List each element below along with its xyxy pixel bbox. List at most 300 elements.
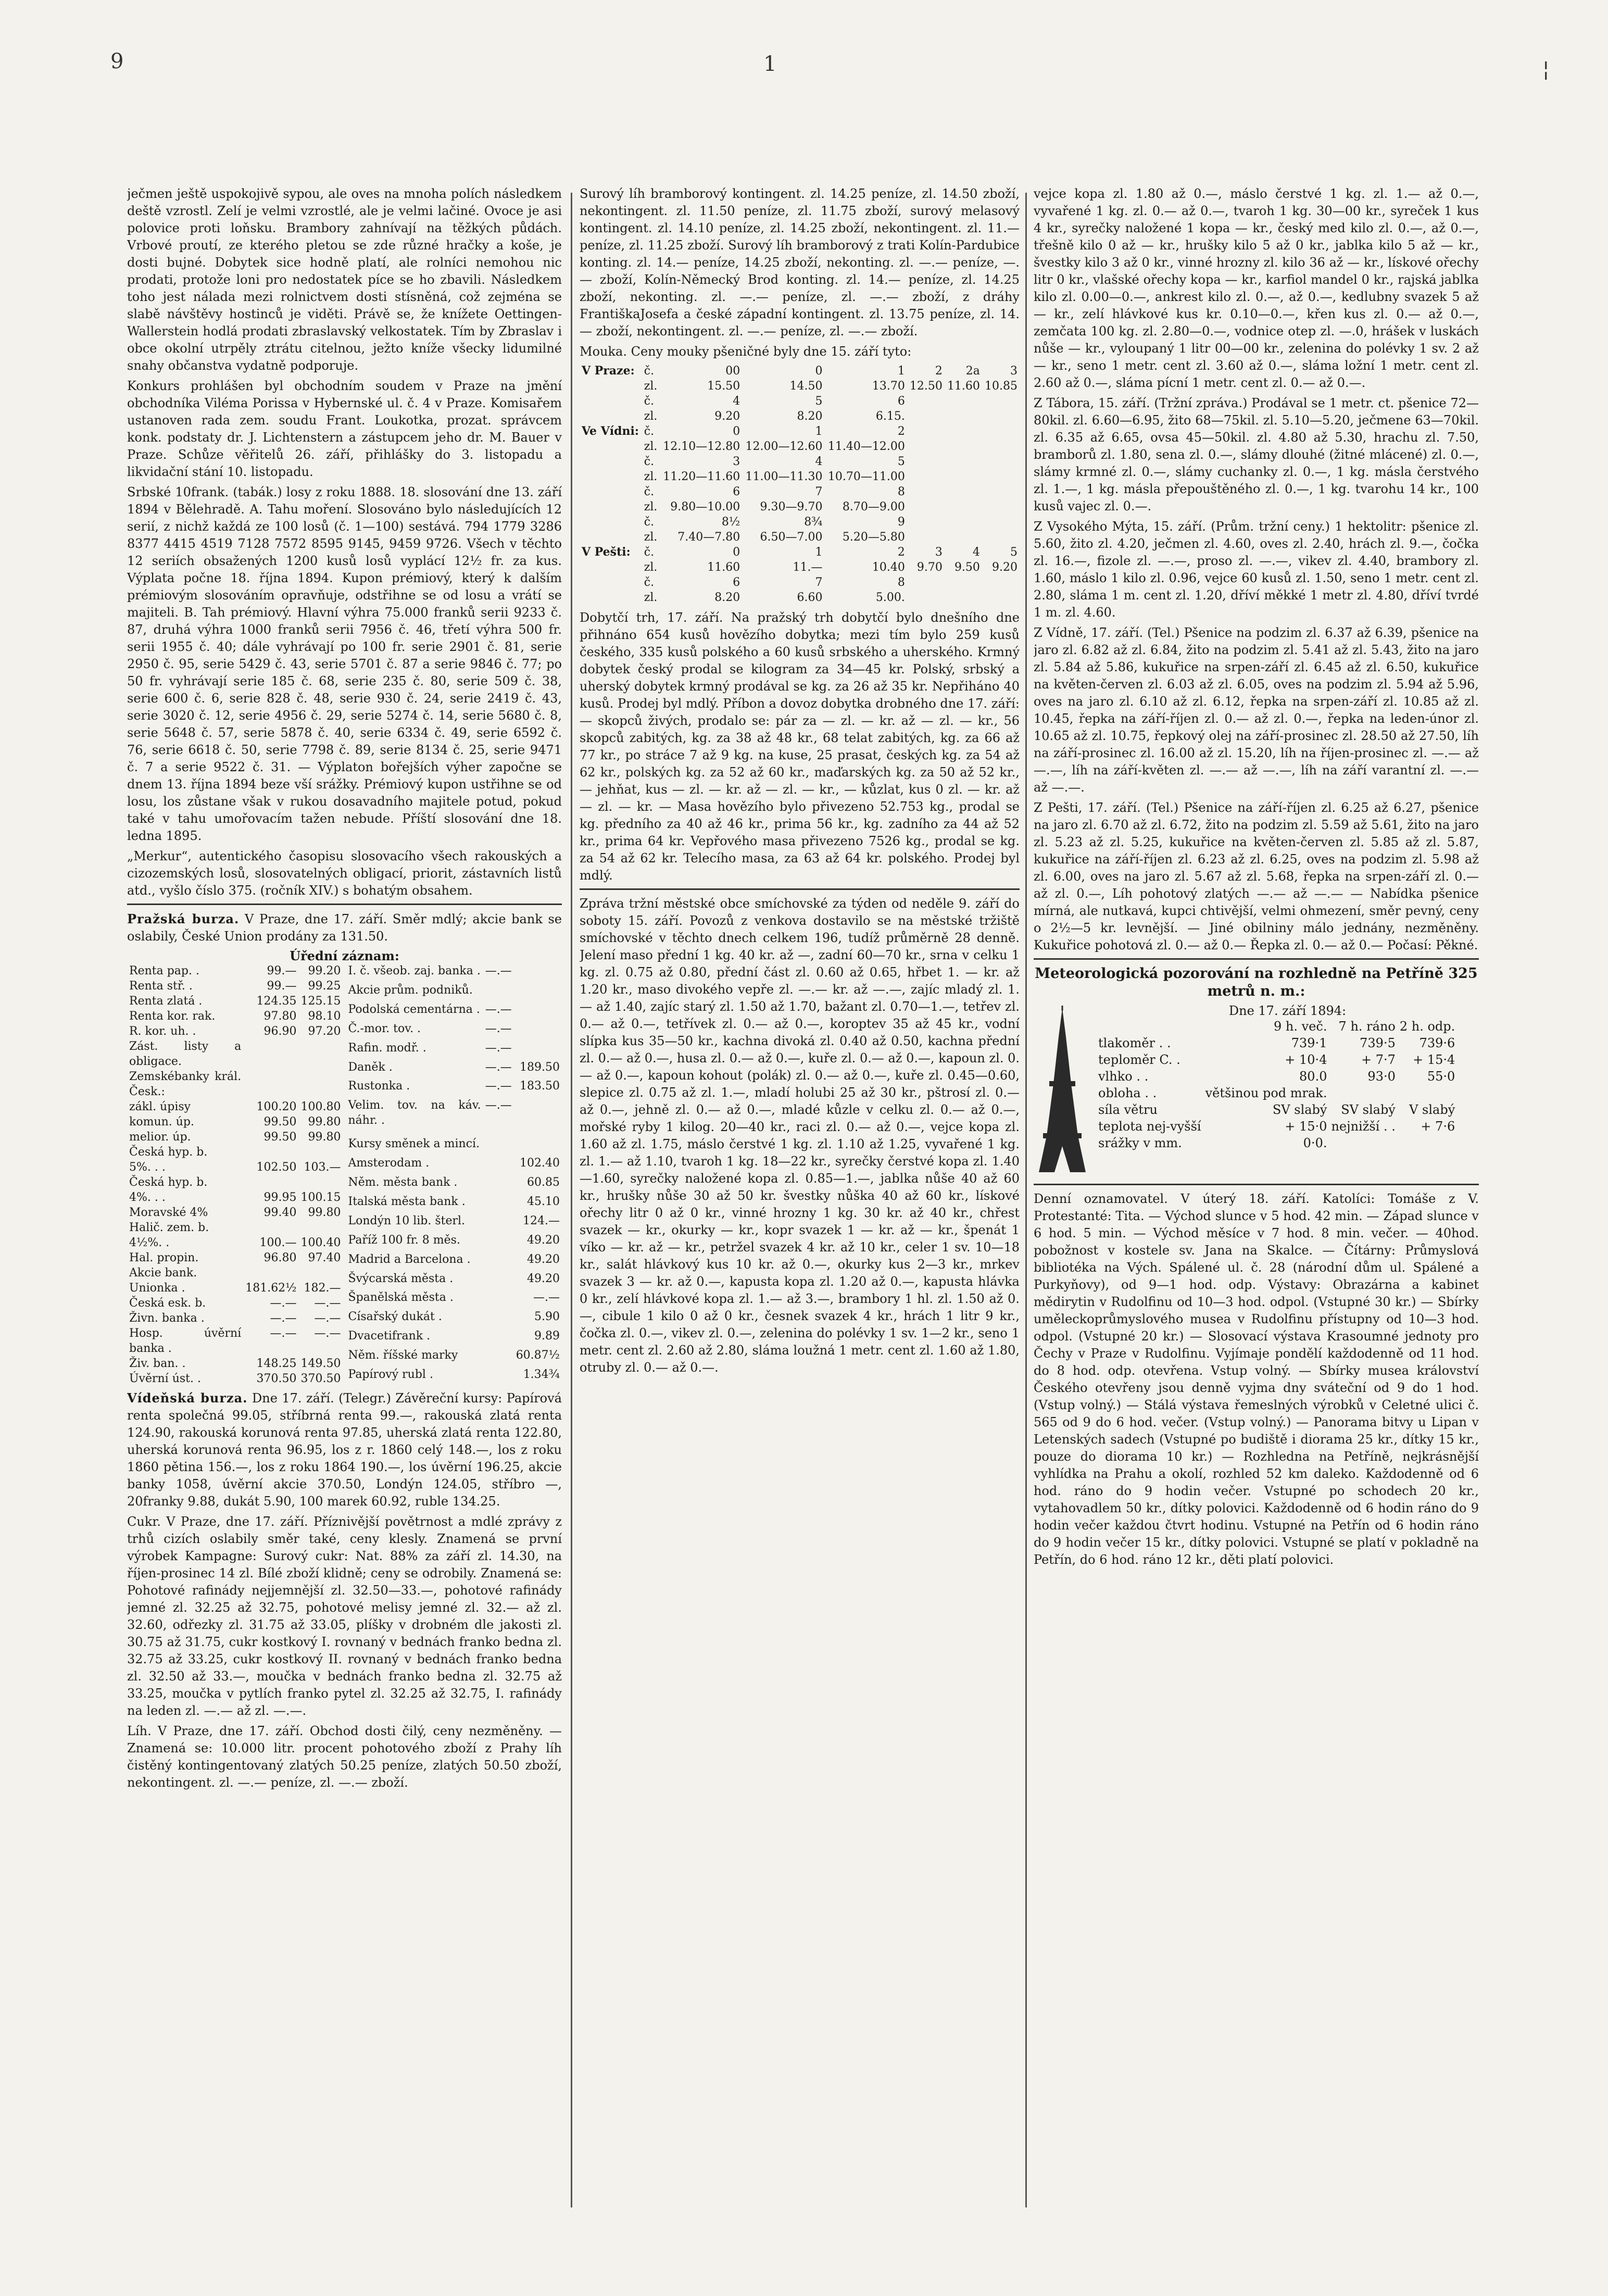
flour-value: 6.60	[797, 591, 823, 604]
bourse-row	[127, 1130, 343, 1145]
flour-value	[907, 515, 945, 530]
article-cukr: Cukr. V Praze, dne 17. září. Příznivější povětrnost a mdlé zprávy z trhů cizích oslabily směr také, ceny klesly. Znamená se první výrobek Kampagne: Surový cukr: Nat. 88% za září zl. 14.30, na říjen-prosinec 14 zl. Bílé zboží klidně; ceny se odrobily. Znamená se: Pohotové rafinády nejjemnější zl. 32.50—33.—, pohotové rafinády jemné zl. 32.25 až 32.75, pohotové melisy jemné zl. 32.— až zl. 32.60, odřezky zl. 31.75 až 33.05, plíšky v drobném dle jakosti zl. 30.75 až 31.75, cukr kostkový I. rovnaný v bednách franko bedna zl. 32.75 až 33.25, cukr kostkový II. rovnaný v bednách franko bedna zl. 32.50 až 33.—, moučka v bednách franko bedna zl. 32.75 až 33.25, moučka v pytlích franko pytel zl. 32.25 až 32.75, I. rafinády na leden zl. —.— až zl. —.—.	[127, 1514, 562, 1718]
bourse-row	[346, 1060, 562, 1079]
bourse-item-label: Hosp. úvěrní banka .	[129, 1327, 242, 1355]
bourse-row	[127, 994, 343, 1009]
flour-value: 8.70—9.00	[842, 500, 905, 513]
column-rule-2	[1025, 193, 1027, 2207]
flour-unit: zl.	[644, 410, 658, 423]
bourse-row	[127, 1356, 343, 1371]
bourse-price	[483, 1136, 514, 1156]
corner-mark-right: ¦	[1542, 57, 1550, 81]
flour-value	[907, 424, 945, 439]
flour-value: 9.50	[954, 561, 980, 574]
flour-value: 4	[733, 395, 740, 408]
flour-value	[945, 484, 982, 499]
bourse-row	[127, 1281, 343, 1296]
bourse-item-label: Londýn 10 lib. šterl.	[348, 1214, 466, 1227]
bourse-price: —.—	[485, 1099, 512, 1112]
bourse-price	[483, 1309, 514, 1328]
bourse-price: —.—	[485, 1041, 512, 1055]
bourse-row	[346, 1233, 562, 1252]
bourse-item-label: R. kor. uh. .	[129, 1025, 196, 1038]
bourse-price: 99.80	[308, 1115, 341, 1128]
flour-value: 8	[897, 485, 905, 498]
meteo-value: 55·0	[1427, 1069, 1455, 1084]
bourse-row	[346, 1367, 562, 1386]
bourse-row	[346, 983, 562, 1002]
bourse-item-label: Č.-mor. tov. .	[348, 1022, 421, 1035]
bourse-price: —.—	[314, 1327, 341, 1340]
flour-unit: zl.	[644, 591, 658, 604]
bourse-item-label: Císařský dukát .	[348, 1310, 442, 1324]
flour-value: 5	[897, 455, 905, 468]
flour-value: 10.85	[985, 380, 1017, 393]
article-konkurs: Konkurs prohlášen byl obchodním soudem v Praze na jmění obchodníka Viléma Porissa v Hybernské ul. č. 4 v Praze. Komisařem ustanoven rada zem. soudu Frant. Loukotka, prozat. správcem konk. podstaty dr. J. Lichtenstern a zástupcem jeho dr. M. Bauer v Praze. Schůze věřitelů 26. září, přihlášky do 3. listopadu a likvidační stání 10. listopadu.	[127, 379, 562, 479]
bourse-item-label: zákl. úpisy	[129, 1100, 191, 1113]
bourse-price: —.—	[314, 1312, 341, 1325]
flour-unit: č.	[644, 485, 655, 498]
bourse-item-label: Podolská cementárna .	[348, 1002, 480, 1016]
bourse-row	[127, 1024, 343, 1039]
flour-unit: zl.	[644, 470, 658, 483]
bourse-price: 124.—	[523, 1214, 560, 1227]
flour-value: 3	[935, 546, 943, 559]
article-srbske-losy: Srbské 10frank. (tabák.) losy z roku 1888. 18. slosování dne 13. září 1894 v Bělehradě. A. Tahu moření. Slosováno bylo následujících 12 serií, z nichž každá ze 100 losů (č. 1—100) sestává. 794 1779 3286 8377 4415 4519 7128 7572 8595 9145, 9459 9726. Všech v těchto 12 seriích obsažených 1200 kusů losů vyplácí 12½ fr. za kus. Výplata počne 18. října 1894. Kupon prémiový, který k dalším prémiovým slosováním opravňuje, odstřihne se od losu a vrátí se majiteli. B. Tah prémiový. Hlavní výhra 75.000 franků serii 9233 č. 87, druhá výhra 1000 franků serii 7956 č. 46, třetí výhra 500 fr. serii 1955 č. 40; dále vyhrávají po 100 fr. serie 2901 č. 81, serie 2950 č. 95, serie 5429 č. 43, serie 5701 č. 87 a serie 9846 č. 77; po 50 fr. vyhrávají serie 185 č. 68, serie 235 č. 80, serie 509 č. 38, serie 600 č. 6, serie 828 č. 48, serie 930 č. 24, serie 2419 č. 43, serie 3020 č. 12, serie 4956 č. 29, serie 5274 č. 14, serie 5680 č. 8, serie 5648 č. 57, serie 5878 č. 40, serie 6334 č. 49, serie 6592 č. 76, serie 6618 č. 50, serie 7798 č. 89, serie 8134 č. 25, serie 9471 č. 7 a serie 9522 č. 31. — Výplaton bořejších výher započne se dnem 13. října 1894 beze vší srážky. Prémiový kupon ustřihne se od losu, los zůstane však v rukou dosavadního majitele potud, pokud také v tahu umořovacím tažen nebude. Příští slosování dne 18. ledna 1895.	[127, 485, 562, 843]
bourse-item-label: Akcie bank.	[129, 1266, 197, 1279]
petrin-tower-icon	[1034, 1006, 1091, 1177]
meteo-value: SV slabý	[1341, 1102, 1396, 1117]
bourse-item-label: Zást. listy a obligace.	[129, 1040, 242, 1068]
bourse-price	[483, 1156, 514, 1175]
bourse-price: 103.—	[304, 1161, 341, 1174]
flour-row	[580, 439, 1020, 454]
meteo-value: 739·1	[1291, 1036, 1327, 1050]
bourse-item-label: Kursy směnek a mincí.	[348, 1137, 480, 1151]
bourse-price: 100.15	[300, 1191, 341, 1204]
bourse-price	[483, 1252, 514, 1271]
flour-value	[907, 499, 945, 515]
bourse-item-label: Zemskébanky král. Česk.:	[129, 1070, 242, 1098]
bourse-item-label: Daněk .	[348, 1060, 393, 1074]
flour-value: 7	[815, 576, 823, 589]
flour-unit: zl.	[644, 531, 658, 544]
bourse-row	[127, 1296, 343, 1311]
bourse-intro: V Praze, dne 17. září. Směr mdlý; akcie bank se oslabily, České Union prodány za 131.50.	[127, 912, 562, 944]
flour-value	[982, 530, 1020, 545]
meteo-value: 0·0.	[1303, 1136, 1327, 1150]
flour-row	[580, 454, 1020, 469]
flour-value	[907, 454, 945, 469]
flour-value: 14.50	[789, 380, 823, 393]
flour-row	[580, 530, 1020, 545]
bourse-price: 96.90	[263, 1025, 297, 1038]
meteo-hour: 2 h. odp.	[1399, 1019, 1455, 1034]
flour-row	[580, 515, 1020, 530]
flour-value: 12.10—12.80	[663, 440, 740, 453]
article-paragraph: ječmen ještě uspokojivě sypou, ale oves na mnoha polích následkem deště vzrostl. Zelí je velmi vzrostlé, ale je velmi lačiné. Ovoce je asi polovice proti loňsku. Brambory zahnívají na těžkých půdách. Vrbové proutí, ze kterého pletou se zde různé hračky a koše, je dosti bujné. Dobytek sice hodně platí, ale rolníci nemohou nic prodati, protože loni pro nedostatek píce se ho zbavili. Následkem toho jest nálada mezi rolnictvem dosti stísněná, což zejména se slabě návštěvy hostinců je viděti. Právě se, že knížete Oettingen-Wallerstein hodlá prodati zbraslavský velkostatek. Tím by Zbraslav i obce okolní utrpěly ztrátu citelnou, ježto kníže všecky lidumilné snahy občanstva vydatně podporuje.	[127, 186, 562, 373]
bourse-item-label: Úvěrní úst. .	[129, 1372, 201, 1385]
flour-value: 10.70—11.00	[827, 470, 905, 483]
bourse-price: 49.20	[527, 1272, 560, 1285]
bourse-item-label: Amsterodam .	[348, 1157, 430, 1170]
flour-value: 7.40—7.80	[677, 531, 740, 544]
bourse-price: 99.95	[263, 1191, 297, 1204]
meteo-value: SV slabý	[1272, 1102, 1327, 1117]
bourse-price: —.—	[485, 1060, 512, 1074]
meteo-label: teplota nej-vyšší	[1098, 1119, 1201, 1134]
flour-value: 7	[815, 485, 823, 498]
bourse-price: 98.10	[308, 1010, 341, 1023]
vienna-title: Vídeňská burza.	[127, 1390, 248, 1406]
meteo-value: + 15·4	[1413, 1052, 1455, 1067]
bourse-price: —.—	[314, 1297, 341, 1310]
meteo-value: V slabý	[1409, 1102, 1455, 1117]
bourse-price: —.—	[270, 1297, 297, 1310]
bourse-price	[243, 1220, 298, 1235]
flour-value	[982, 469, 1020, 484]
flour-value: 11.40—12.00	[827, 440, 905, 453]
bourse-item-label: komun. úp.	[129, 1115, 195, 1128]
bourse-item-label: Renta zlatá .	[129, 995, 203, 1008]
bourse-price	[514, 983, 562, 1002]
flour-value: 11.60	[947, 380, 980, 393]
bourse-price: 99.—	[267, 964, 297, 977]
flour-value: 6	[733, 576, 740, 589]
bourse-price	[483, 983, 514, 1002]
bourse-item-label: Česká hyp. b.	[129, 1176, 208, 1189]
bourse-price: 1.34¾	[523, 1368, 560, 1382]
article-mouka: Mouka. Ceny mouky pšeničné byly dne 15. září tyto:	[580, 344, 912, 359]
bourse-row	[127, 1190, 343, 1205]
bourse-row	[346, 1213, 562, 1233]
flour-price-table	[580, 363, 1020, 605]
meteo-value: + 10·4	[1285, 1052, 1327, 1067]
flour-value: 1	[815, 546, 823, 559]
bourse-row	[346, 963, 562, 983]
column-1	[127, 185, 562, 2218]
bourse-item-label: Unionka .	[129, 1282, 185, 1295]
bourse-price: 149.50	[300, 1357, 341, 1370]
flour-value	[907, 439, 945, 454]
meteo-row	[1096, 1051, 1457, 1068]
meteo-hour: 7 h. ráno	[1338, 1019, 1396, 1034]
meteo-label: tlakoměr . .	[1098, 1036, 1171, 1050]
flour-value	[945, 454, 982, 469]
flour-value	[945, 590, 982, 605]
flour-city: V Praze:	[582, 364, 635, 378]
flour-value: 8¾	[804, 516, 823, 529]
meteo-value: + 7·6	[1421, 1119, 1455, 1134]
bourse-item-label: Madrid a Barcelona .	[348, 1252, 471, 1266]
bourse-price	[243, 1175, 298, 1190]
bourse-item-label: Česká hyp. b.	[129, 1146, 208, 1159]
flour-value: 12.50	[909, 380, 943, 393]
meteo-value: 93·0	[1367, 1069, 1396, 1084]
flour-value: 13.70	[872, 380, 905, 393]
corner-mark-middle: 1	[763, 52, 777, 76]
bourse-price: 97.40	[308, 1251, 341, 1264]
bourse-price: 60.85	[527, 1175, 560, 1189]
bourse-price	[514, 963, 562, 983]
bourse-price	[299, 1265, 343, 1281]
bourse-item-label: Živ. ban. .	[129, 1357, 186, 1370]
article-lih: Líh. V Praze, dne 17. září. Obchod dosti čilý, ceny nezměněny. — Znamená se: 10.000 litr. procent pohotového zboží z Prahy líh čistěný kontingentovaný zlatých 50.25 peníze, zlatých 50.50 zboží, nekontingent. zl. —.— peníze, zl. —.— zboží.	[127, 1724, 562, 1790]
bourse-item-label: Halič. zem. b.	[129, 1221, 209, 1234]
flour-value: 6	[733, 485, 740, 498]
bourse-price	[514, 1098, 562, 1136]
bourse-row	[127, 1039, 343, 1069]
bourse-price	[483, 1233, 514, 1252]
vienna-text: Dne 17. září. (Telegr.) Závěreční kursy: Papírová renta společná 99.05, stříbrná renta 99.—, rakouská zlatá renta 124.90, rakouská korunová renta 97.85, uherská zlatá renta 122.80, uherská korunová renta 96.95, los z r. 1860 celý 148.—, los z roku 1860 pětina 156.—, los z roku 1864 190.—, los úvěrní 196.25, akcie banky 1058, úvěrní akcie 370.50, Londýn 124.05, stříbro —, 20franky 9.88, dukát 5.90, 100 marek 60.92, ruble 134.25.	[127, 1391, 562, 1509]
bourse-item-label: Paříž 100 fr. 8 měs.	[348, 1233, 460, 1247]
bourse-price: —.—	[533, 1291, 560, 1304]
flour-value: 8	[897, 576, 905, 589]
bourse-row	[127, 963, 343, 978]
bourse-item-label: Rafin. modř. .	[348, 1041, 426, 1055]
bourse-price: 100.—	[259, 1236, 297, 1249]
flour-unit: zl.	[644, 380, 658, 393]
flour-row	[580, 409, 1020, 424]
meteo-hours-row	[1096, 1018, 1457, 1035]
bourse-price	[299, 1175, 343, 1190]
bourse-price: 99.20	[308, 964, 341, 977]
bourse-row	[127, 1265, 343, 1281]
bourse-row	[127, 1145, 343, 1160]
article-vysoke-myto: Z Vysokého Mýta, 15. září. (Prům. tržní ceny.) 1 hektolitr: pšenice zl. 5.60, žito zl. 4.20, ječmen zl. 4.60, oves zl. 2.40, hrách zl. 9.—, čočka zl. 16.—, fizole zl. —.—, proso zl. —.—, vikev zl. 4.40, brambory zl. 1.60, máslo 1 kilo zl. 0.96, vejce 60 kusů zl. 1.50, seno 1 metr. cent zl. 2.80, sláma 1 m. cent zl. 1.20, dříví měkké 1 metr zl. 4.80, dříví tvrdé 1 m. zl. 4.60.	[1034, 519, 1479, 620]
bourse-price: 124.35	[256, 995, 297, 1008]
meteo-value	[1398, 1135, 1457, 1151]
flour-unit: zl.	[644, 500, 658, 513]
flour-value: 00	[725, 365, 740, 378]
flour-value	[945, 515, 982, 530]
article-denni-oznamovatel: Denní oznamovatel. V úterý 18. září. Katolíci: Tomáše z V. Protestanté: Tita. — Východ slunce v 5 hod. 42 min. — Západ slunce v 6 hod. 5 min. — Východ měsíce v 7 hod. 8 min. večer. — 40hod. pobožnost v kostele sv. Jana na Skalce. — Čítárny: Průmyslová bibliotéka na Vých. Spálené ul. č. 28 (národní dům ul. Spálené a Purkyňovy), od 9—1 hod. odp. Výstavy: Obrazárna a kabinet mědirytin v Rudolfinu od 10—3 hod. odpol. (Vstupné 30 kr.) — Sbírky uměleckoprůmyslového musea v Rudolfinu přístupny od 10—3 hod. odpol. (Vstupné 20 kr.) — Slosovací výstava Krasoumné jednoty pro Čechy v Praze v Rudolfinu. Vyjímaje pondělí každodenně od 11 hod. do 8 hod. odp. otevřena. Vstup volný. — Sbírky musea království Českého otevřeny jsou denně vyjma dny sváteční od 9 do 1 hod. (Vstup volný.) — Stálá výstava řemeslných výrobků v Celetné ulici č. 565 od 9 do 6 hod. večer. (Vstup volný.) — Panorama bitvy u Lipan v Letenských sadech (Vstupné po budiště i diorama 25 kr., dítky 15 kr., pouze do diorama 10 kr.) — Rozhledna na Petříně, nejkrásnější vyhlídka na Prahu a okolí, rozhled 52 km daleko. Každodenně od 6 hod. ráno do 9 hodin večer. Vstupné po schodech 20 kr., vytahovadlem 50 kr., dítky polovici. Každodenně od 6 hodin ráno do 9 hodin večer každou čtvrt hodinu. Vstupné na Petřín od 6 hodin ráno do 9 hodin večer 15 kr., dítky polovici. Vstupné se platí v pokladně na Petřín, do 6 hod. ráno 12 kr., děti platí polovici.	[1034, 1191, 1479, 1567]
bourse-price: 370.50	[300, 1372, 341, 1385]
flour-value	[907, 484, 945, 499]
bourse-price: 100.20	[256, 1100, 297, 1113]
bourse-price: 100.80	[300, 1100, 341, 1113]
flour-value	[945, 394, 982, 409]
flour-value	[945, 469, 982, 484]
flour-value: 11.00—11.30	[745, 470, 823, 483]
bourse-tables	[127, 963, 562, 1386]
meteo-row	[1096, 1101, 1457, 1118]
flour-value: 2	[897, 546, 905, 559]
flour-value	[945, 424, 982, 439]
bourse-item-label: 4½%. .	[129, 1236, 170, 1249]
flour-value: 0	[815, 365, 823, 378]
bourse-row	[127, 1175, 343, 1190]
bourse-row	[346, 1156, 562, 1175]
meteo-value	[1329, 1085, 1397, 1101]
bourse-row	[346, 1290, 562, 1309]
bourse-row	[127, 1326, 343, 1356]
bourse-price	[483, 1290, 514, 1309]
bourse-item-label: Moravské 4%	[129, 1206, 208, 1219]
bourse-price	[514, 1021, 562, 1040]
bourse-price	[299, 1145, 343, 1160]
bourse-price: 182.—	[304, 1282, 341, 1295]
flour-value: 1	[897, 365, 905, 378]
flour-row	[580, 363, 1020, 379]
flour-value: 5.00.	[875, 591, 905, 604]
flour-row	[580, 545, 1020, 560]
bourse-price	[299, 1039, 343, 1069]
flour-unit: č.	[644, 576, 655, 589]
bourse-price	[243, 1069, 298, 1099]
meteo-value: + 15·0	[1285, 1119, 1327, 1134]
flour-value: 5	[815, 395, 823, 408]
bourse-price	[243, 1145, 298, 1160]
bourse-price: 97.80	[263, 1010, 297, 1023]
flour-value	[982, 409, 1020, 424]
bourse-price: —.—	[485, 964, 512, 977]
meteo-value: 739·5	[1360, 1036, 1396, 1050]
section-divider	[1034, 958, 1479, 960]
bourse-price: 148.25	[256, 1357, 297, 1370]
flour-value	[945, 499, 982, 515]
flour-value: 2	[897, 425, 905, 438]
flour-value	[982, 424, 1020, 439]
meteo-label: teploměr C. .	[1098, 1052, 1180, 1067]
flour-unit: č.	[644, 455, 655, 468]
flour-city: Ve Vídni:	[582, 424, 639, 438]
bourse-price	[299, 1220, 343, 1235]
bourse-table-right	[346, 963, 562, 1386]
bourse-price: 102.50	[256, 1161, 297, 1174]
bourse-row	[346, 1348, 562, 1367]
meteo-row	[1096, 1085, 1457, 1101]
bourse-item-label: Renta stř. .	[129, 980, 193, 993]
bourse-item-label: Něm. města bank .	[348, 1175, 458, 1189]
flour-value: 5.20—5.80	[842, 531, 905, 544]
meteo-value	[1398, 1085, 1457, 1101]
flour-value: 4	[972, 546, 980, 559]
flour-value: 11.20—11.60	[663, 470, 740, 483]
flour-city: V Pešti:	[582, 545, 631, 559]
bourse-price: 99.40	[263, 1206, 297, 1219]
flour-unit: č.	[644, 395, 655, 408]
bourse-item-label: Něm. říšské marky	[348, 1349, 458, 1362]
flour-value: 0	[733, 425, 740, 438]
article-lih-continued: Surový líh bramborový kontingent. zl. 14.25 peníze, zl. 14.50 zboží, nekontingent. zl. 11.50 peníze, zl. 11.75 zboží, surový melasový kontingent. zl. 14.10 peníze, zl. 14.25 zboží, nekontingent. zl. 11.— peníze, zl. 11.25 zboží. Surový líh bramborový z trati Kolín-Pardubice konting. zl. 14.— peníze, 14.25 zboží, nekonting. zl. —.— peníze, —.— zboží, Kolín-Německý Brod konting. zl. 14.— peníze, zl. 14.25 zboží, nekonting. zl. —.— peníze, zl. —.— zboží, z dráhy FrantiškaJosefa a české západní kontingent. zl. 13.75 peníze, zl. 14.— zboží, nekontingent. zl. —.— peníze, zl. —.— zboží.	[580, 186, 1020, 338]
flour-value: 8½	[721, 516, 740, 529]
flour-unit: č.	[644, 546, 655, 559]
bourse-item-label: Rustonka .	[348, 1080, 410, 1093]
flour-value	[907, 530, 945, 545]
flour-value	[982, 499, 1020, 515]
flour-value: 12.00—12.60	[745, 440, 823, 453]
meteo-hour: 9 h. več.	[1274, 1019, 1327, 1034]
bourse-block	[127, 910, 562, 945]
bourse-row	[346, 1271, 562, 1290]
bourse-item-label: melior. úp.	[129, 1131, 191, 1144]
article-pest-grain: Z Pešti, 17. září. (Tel.) Pšenice na září-říjen zl. 6.25 až 6.27, pšenice na jaro zl. 6.70 až zl. 6.72, žito na podzim zl. 5.59 až 5.61, žito na jaro zl. 5.23 až zl. 5.25, kukuřice na květen-červen zl. 5.85 až zl. 5.87, kukuřice na září-říjen zl. 6.23 až zl. 6.25, oves na podzim zl. 5.98 až zl. 6.00, oves na jaro zl. 5.67 až zl. 5.68, řepka na srpen-září zl. 0.— až zl. 0.—, Líh pohotový zlatých —.— až —.— — Nabídka pšenice mírná, ale nutkavá, kupci chtivější, velmi ohmezení, směr pevný, ceny o 2½—5 kr. levnější. — Jiné obilniny málo jednány, nezměněny. Kukuřice pohotová zl. 0.— až 0.— Řepka zl. 0.— až 0.— Počasí: Pěkné.	[1034, 800, 1479, 952]
flour-value	[945, 530, 982, 545]
bourse-item-label: Švýcarská města .	[348, 1272, 454, 1285]
vienna-bourse	[127, 1389, 562, 1510]
flour-value: 2a	[965, 365, 980, 378]
bourse-item-label: Španělská města .	[348, 1291, 454, 1304]
bourse-row	[346, 1309, 562, 1328]
bourse-price: 125.15	[300, 995, 341, 1008]
article-smichov-market: Zpráva tržní městské obce smíchovské za týden od neděle 9. září do soboty 15. září. Povozů z venkova dostavilo se na městské tržiště smíchovské v těchto dnech celkem 196, tudíž průměrně 28 denně. Jelení maso přední 1 kg. 40 kr. až —, zadní 60—70 kr., srna v celku 1 kg. zl. 0.75 až 0.80, přední část zl. 0.60 až 0.65, hřbet 1. — kr. až 1.20 kr., maso divokého vepře zl. —.— kr. až —.—, zajíc mladý zl. 1. — až 1.40, zajíc starý zl. 1.50 až 1.70, bažant zl. 0.70—1.—, tetřev zl. 0.— až 0.—, tetřívek zl. 0.— až 0.—, koroptev 35 až 45 kr., vodní slípka kus 35—50 kr., kachna divoká zl. 0.40 až 0.50, kachna přední zl. 0.— až 0.—, husa zl. 0.— až 0.—, kuře zl. 0.— až 0.—, kapoun zl. 0.— až 0.—, kapoun kohout (polák) zl. 0.— až 0.—, kuře zl. 0.45—0.60, slepice zl. 0.75 až zl. 1.—, mladí holubi 25 až 30 kr., pštrosí zl. 0.— až 0.—, jehně zl. 0.— až 0.—, mladé kůzle v celku zl. 0.— až 0.—, mořské ryby 1 kilog. 20—40 kr., raci zl. 0.— až 0.—, vejce kopa zl. 1.60 až zl. 1.75, máslo čerstvé 1 kg. zl. 1.10 až 1.25, vyvařené 1 kg. zl. 1.— až 1.10, tvaroh 1 kg. 18—22 kr., syrečky čerstvé kopa zl. 1.40—1.60, syrečky naložené kopa zl. 0.85—1.—, jablka nůše 40 až 60 kr., hrušky nůše 30 až 50 kr. švestky nůška 40 až 60 kr., lískové ořechy litr 0 až 0 kr., vinné hrozny 1 kg. 30 kr. až 40 kr., chřest svazek — kr., okurky — kr., kopr svazek 1 — kr. až — kr., špenát 1 víko — kr. až — kr., petržel svazek 4 kr. až 10 kr., celer 1 sv. 10—18 kr., salát hlávkový kus 10 kr. až 0.—, okurky kus 2—3 kr., mrkev svazek 3 — kr. až 0.—, kapusta kopa zl. 1.20 až 0.—, kapusta hlávka 0 kr., zelí hlávkové kopa zl. 1.— až 3.—, brambory 1 hl. zl. 1.50 až 0.—, cibule 1 kilo 0 až 0 kr., česnek svazek 4 kr., hrách 1 litr 9 kr., čočka zl. 0.—, vikev zl. 0.—, zelenina do polévky 1 sv. 1—2 kr., seno 1 metr. cent zl. 2.60 až 2.80, sláma loužná 1 metr. cent zl. 1.60 až 1.80, otruby zl. 0.— až 0.—.	[580, 896, 1020, 1375]
bourse-row	[127, 978, 343, 994]
flour-row	[580, 575, 1020, 590]
bourse-price: —.—	[270, 1312, 297, 1325]
meteo-row	[1096, 1135, 1457, 1151]
section-divider	[127, 904, 562, 905]
bourse-row	[127, 1205, 343, 1220]
flour-value	[907, 409, 945, 424]
flour-row	[580, 560, 1020, 575]
bourse-official-label: Úřední záznam:	[290, 948, 399, 963]
meteo-value: nejnižší . .	[1331, 1119, 1396, 1134]
flour-value: 0	[733, 546, 740, 559]
bourse-price: 99.25	[308, 980, 341, 993]
meteo-label: síla větru	[1098, 1102, 1158, 1117]
meteo-value: 739·6	[1419, 1036, 1455, 1050]
flour-value	[945, 439, 982, 454]
bourse-price: 189.50	[520, 1060, 560, 1074]
flour-row	[580, 379, 1020, 394]
flour-value: 3	[1010, 365, 1017, 378]
flour-value: 8.20	[714, 591, 740, 604]
bourse-price	[483, 1367, 514, 1386]
meteo-row	[1096, 1118, 1457, 1135]
flour-unit: č.	[644, 425, 655, 438]
bourse-row	[127, 1311, 343, 1326]
flour-value	[907, 575, 945, 590]
bourse-price	[299, 1069, 343, 1099]
bourse-row	[346, 1136, 562, 1156]
bourse-price: 99.80	[308, 1131, 341, 1144]
bourse-price: —.—	[485, 1002, 512, 1016]
meteo-label: srážky v mm.	[1098, 1136, 1182, 1150]
bourse-item-label: Česká esk. b.	[129, 1297, 206, 1310]
bourse-price: 49.20	[527, 1252, 560, 1266]
meteo-value: většinou pod mrak.	[1205, 1086, 1327, 1100]
bourse-price	[243, 1039, 298, 1069]
flour-value	[945, 575, 982, 590]
flour-value: 10.40	[872, 561, 905, 574]
bourse-price: 102.40	[520, 1157, 560, 1170]
bourse-price: 370.50	[256, 1372, 297, 1385]
bourse-row	[127, 1371, 343, 1386]
bourse-item-label: Velim. tov. na káv. náhr. .	[348, 1099, 481, 1127]
bourse-price: 97.20	[308, 1025, 341, 1038]
flour-value: 11.60	[707, 561, 740, 574]
bourse-price: 9.89	[534, 1329, 560, 1343]
column-3	[1034, 185, 1479, 2218]
flour-unit: č.	[644, 365, 655, 378]
bourse-item-label: Hal. propin.	[129, 1251, 199, 1264]
flour-row	[580, 499, 1020, 515]
flour-value	[982, 484, 1020, 499]
bourse-price: 99.50	[263, 1131, 297, 1144]
meteo-row	[1096, 1068, 1457, 1085]
flour-value	[982, 454, 1020, 469]
flour-value: 9.20	[714, 410, 740, 423]
flour-value: 3	[733, 455, 740, 468]
bourse-price: 99.—	[267, 980, 297, 993]
flour-row	[580, 394, 1020, 409]
bourse-price: 96.80	[263, 1251, 297, 1264]
bourse-price	[483, 1328, 514, 1348]
flour-value: 6.15.	[875, 410, 905, 423]
bourse-price	[514, 1002, 562, 1021]
bourse-row	[346, 1040, 562, 1060]
